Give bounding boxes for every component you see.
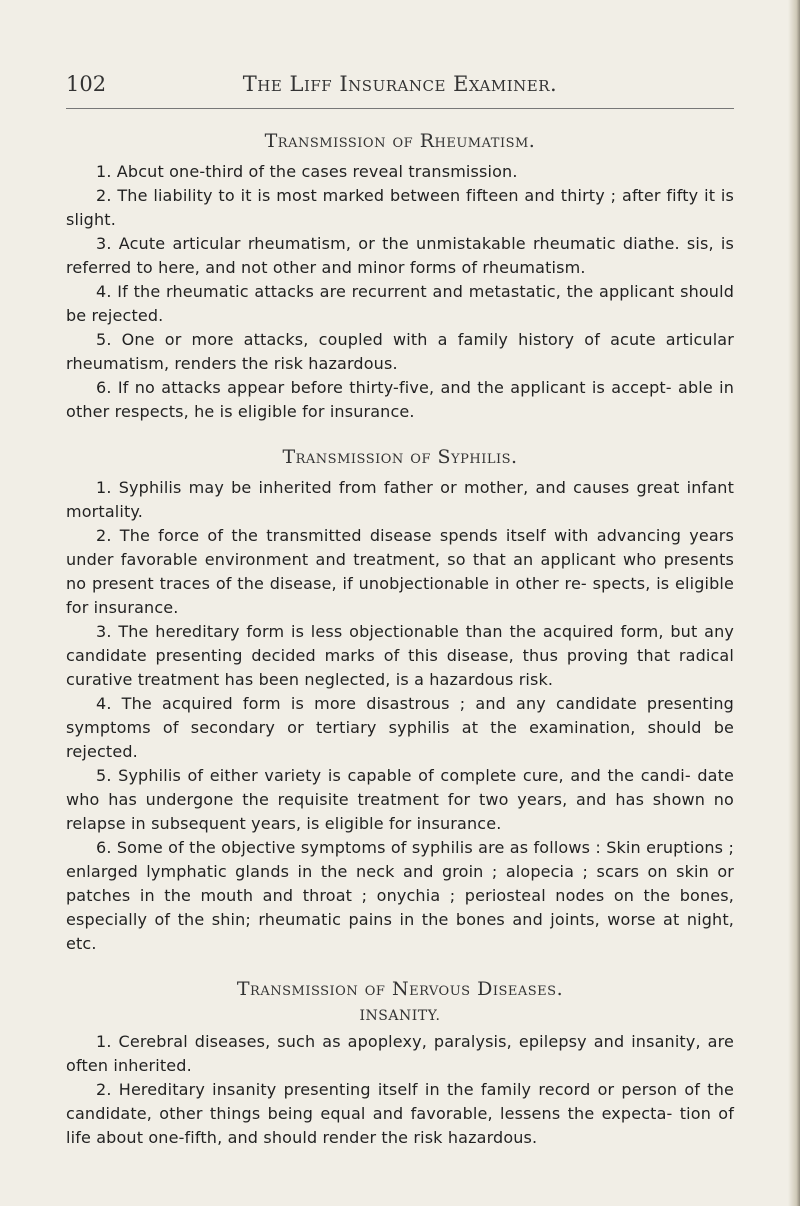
section-nervous-diseases bbox=[66, 978, 734, 1150]
paragraph: 3. Acute articular rheumatism, or the unmistakable rheumatic diathe. sis, is referred to here, and not other and minor forms of rheumatism. bbox=[66, 234, 734, 277]
section-rheumatism bbox=[66, 130, 734, 424]
section-syphilis bbox=[66, 446, 734, 956]
header-rule bbox=[66, 108, 734, 109]
paragraph: 3. The hereditary form is less objectionable than the acquired form, but any candidate presenting decided marks of this disease, thus proving that radical curative treatment has been neglected, is a hazardous risk. bbox=[66, 622, 734, 689]
section-title: Transmission of Nervous Diseases. bbox=[236, 978, 564, 1000]
running-title: The Liff Insurance Examiner. bbox=[242, 72, 558, 96]
paragraph: 1. Cerebral diseases, such as apoplexy, paralysis, epilepsy and insanity, are often inherited. bbox=[66, 1032, 734, 1075]
page-header bbox=[66, 72, 734, 100]
subheading: INSANITY. bbox=[359, 1008, 441, 1024]
paragraph: 1. Syphilis may be inherited from father or mother, and causes great infant mortality. bbox=[66, 478, 734, 521]
paragraph: 2. The liability to it is most marked between fifteen and thirty ; after fifty it is slight. bbox=[66, 186, 734, 229]
paragraph: 2. Hereditary insanity presenting itself in the family record or person of the candidate, other things being equal and favorable, lessens the expecta- tion of life about one-fifth, and should render the risk hazardous. bbox=[66, 1080, 734, 1147]
paragraph: 6. Some of the objective symptoms of syphilis are as follows : Skin eruptions ; enlarged lymphatic glands in the neck and groin ; alopecia ; scars on skin or patches in the mouth and throat ; onychia ; periosteal nodes on the bones, especially of the shin; rheumatic pains in the bones and joints, worse at night, etc. bbox=[66, 838, 734, 953]
paragraph: 4. If the rheumatic attacks are recurrent and metastatic, the applicant should be rejected. bbox=[66, 282, 734, 325]
paragraph: 5. Syphilis of either variety is capable of complete cure, and the candi- date who has undergone the requisite treatment for two years, and has shown no relapse in subsequent years, is eligible for insurance. bbox=[66, 766, 734, 833]
paragraph: 5. One or more attacks, coupled with a family history of acute articular rheumatism, renders the risk hazardous. bbox=[66, 330, 734, 373]
section-title: Transmission of Rheumatism. bbox=[264, 130, 536, 152]
paragraph: 2. The force of the transmitted disease spends itself with advancing years under favorable environment and treatment, so that an applicant who presents no present traces of the disease, if unobjectionable in other re- spects, is eligible for insurance. bbox=[66, 526, 734, 617]
section-title: Transmission of Syphilis. bbox=[282, 446, 518, 468]
page-number: 102 bbox=[66, 72, 107, 96]
page-body bbox=[66, 120, 734, 1150]
paragraph: 1. Abcut one-third of the cases reveal transmission. bbox=[96, 162, 518, 181]
paragraph: 6. If no attacks appear before thirty-five, and the applicant is accept- able in other respects, he is eligible for insurance. bbox=[66, 378, 734, 421]
page-edge-shadow bbox=[788, 0, 800, 1206]
paragraph: 4. The acquired form is more disastrous ; and any candidate presenting symptoms of secondary or tertiary syphilis at the examination, should be rejected. bbox=[66, 694, 734, 761]
